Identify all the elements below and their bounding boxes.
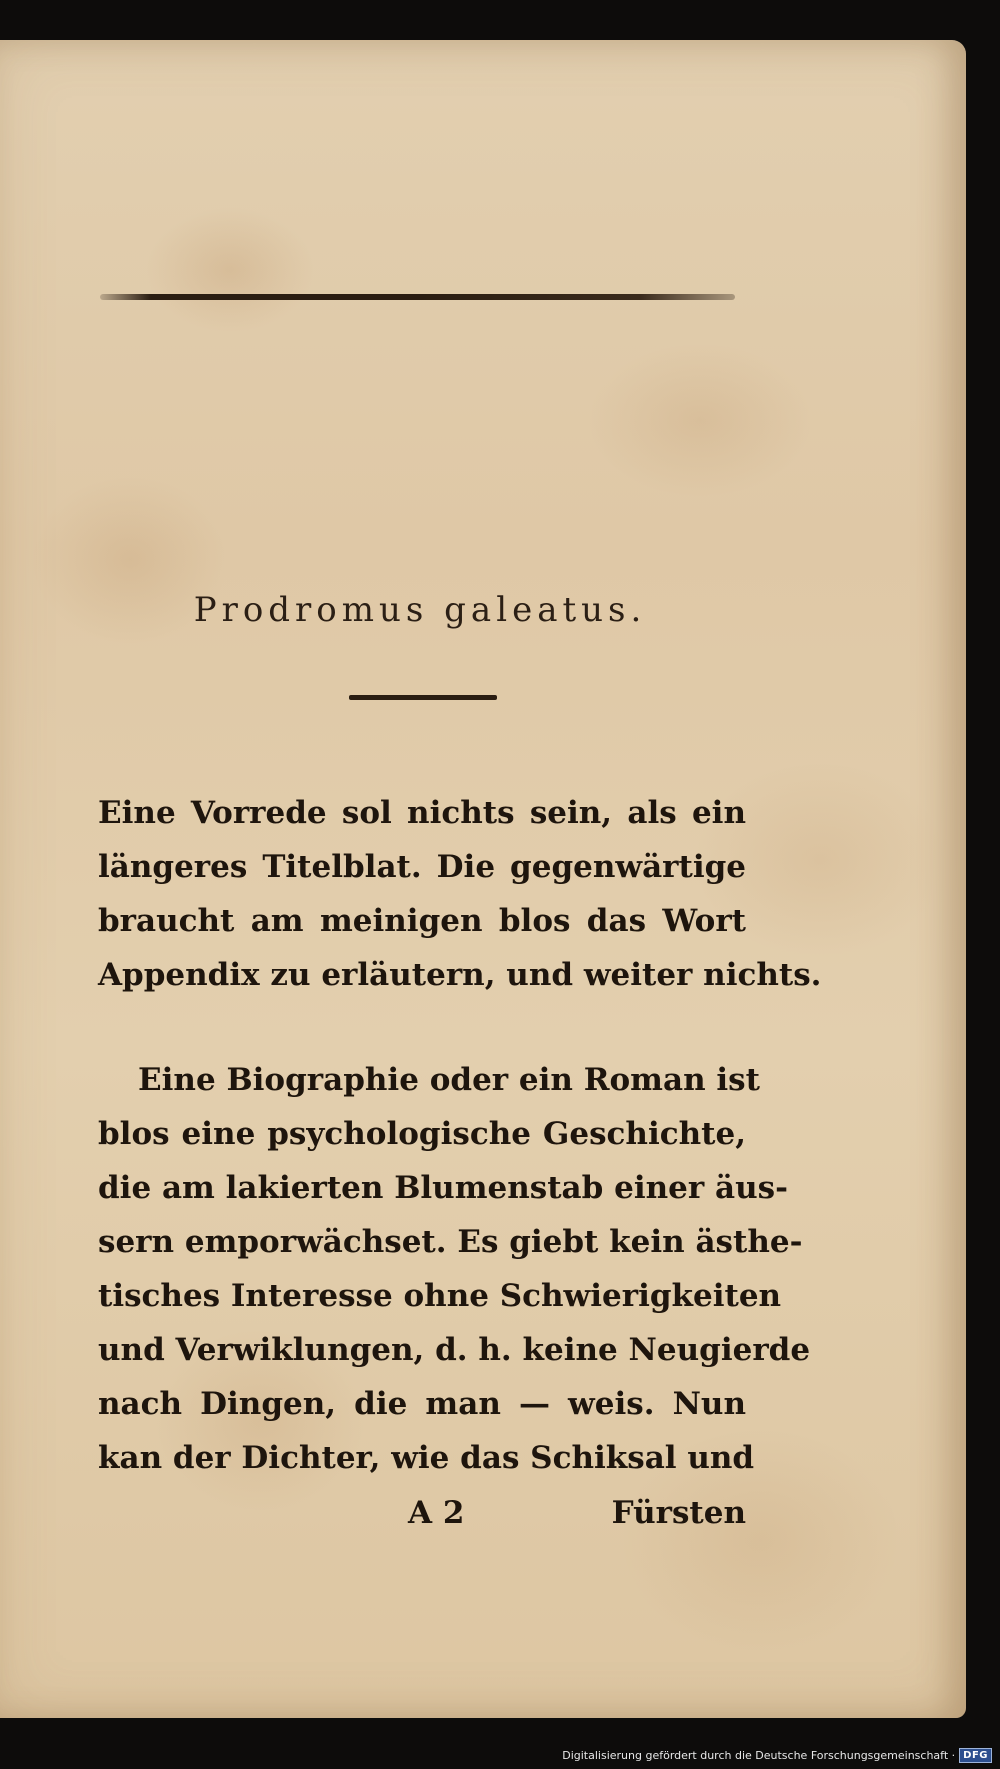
digitization-credit [562,1748,992,1763]
credit-text: Digitalisierung gefördert durch die Deutsche Forschungsgemeinschaft · [562,1749,956,1762]
top-ornamental-rule [100,294,735,300]
title-underline-rule [349,695,497,700]
text-line: tisches Interesse ohne Schwierigkeiten [98,1278,782,1314]
text-line: braucht am meinigen blos das Wort [98,903,746,939]
text-line: die am lakierten Blumenstab einer äus- [98,1170,788,1206]
page-footer [98,1486,746,1540]
page-title: Prodromus galeatus. [193,590,647,630]
paragraph-1 [98,786,822,1002]
catchword: Fürsten [611,1495,746,1531]
paragraph-2 [98,1053,811,1485]
text-line: nach Dingen, die man — weis. Nun [98,1386,746,1422]
signature-mark: A 2 [408,1495,465,1531]
text-line: sern emporwächset. Es giebt kein ästhe- [98,1224,803,1260]
text-line: längeres Titelblat. Die gegenwärtige [98,849,746,885]
text-line: kan der Dichter, wie das Schiksal und [98,1440,755,1476]
dfg-logo-icon: DFG [959,1748,992,1763]
book-page [0,40,966,1718]
text-line: Eine Biographie oder ein Roman ist [138,1062,760,1098]
text-line: Eine Vorrede sol nichts sein, als ein [98,795,746,831]
text-line: und Verwiklungen, d. h. keine Neugierde [98,1332,811,1368]
text-line: blos eine psychologische Geschichte, [98,1116,746,1152]
text-line: Appendix zu erläutern, und weiter nichts. [98,957,822,993]
